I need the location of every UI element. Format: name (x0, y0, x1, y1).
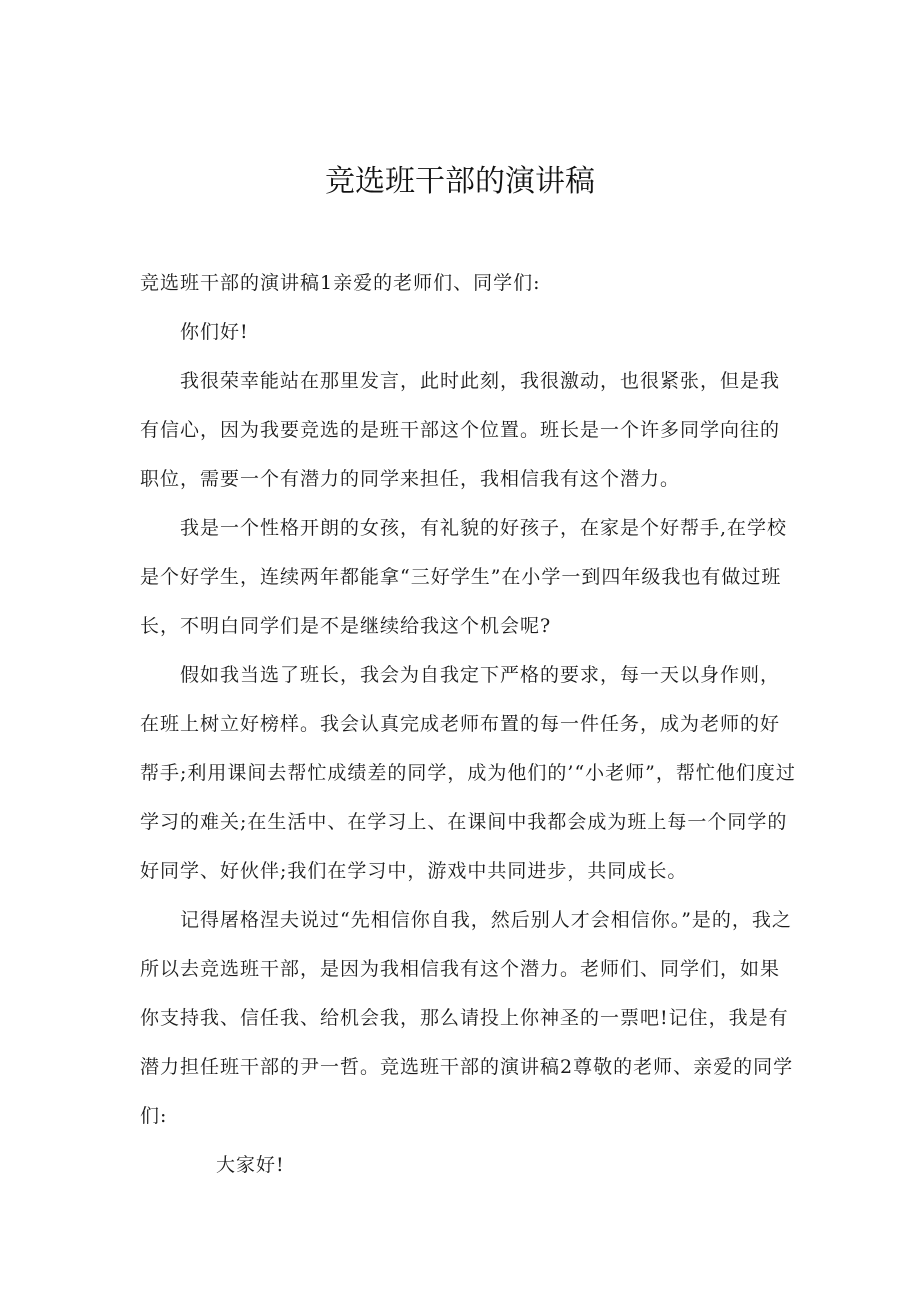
paragraph: 我很荣幸能站在那里发言，此时此刻，我很激动，也很紧张，但是我有信心，因为我要竞选的是班干部这个位置。班长是一个许多同学向往的职位，需要一个有潜力的同学来担任，我相信我有这个潜力。 (140, 370, 781, 490)
paragraph-intro: 竞选班干部的演讲稿1亲爱的老师们、同学们: (140, 272, 541, 294)
document-body (140, 259, 796, 1190)
paragraph: 我是一个性格开朗的女孩，有礼貌的好孩子，在家是个好帮手,在学校是个好学生，连续两年都能拿“三好学生”在小学一到四年级我也有做过班长，不明白同学们是不是继续给我这个机会呢? (140, 517, 788, 637)
paragraph-greeting-2: 大家好! (216, 1154, 285, 1176)
paragraph: 假如我当选了班长，我会为自我定下严格的要求，每一天以身作则，在班上树立好榜样。我会认真完成老师布置的每一件任务，成为老师的好帮手;利用课间去帮忙成绩差的同学，成为他们的’“小老师”，帮忙他们度过学习的难关;在生活中、在学习上、在课间中我都会成为班上每一个同学的好同学、好伙伴;我们在学习中，游戏中共同进步，共同成长。 (140, 664, 796, 882)
paragraph: 记得屠格涅夫说过“先相信你自我，然后别人才会相信你。”是的，我之所以去竞选班干部，是因为我相信我有这个潜力。老师们、同学们，如果你支持我、信任我、给机会我，那么请投上你神圣的一票吧!记住，我是有潜力担任班干部的尹一哲。竞选班干部的演讲稿2尊敬的老师、亲爱的同学们: (140, 909, 794, 1127)
paragraph-greeting: 你们好! (180, 321, 249, 343)
document-title: 竞选班干部的演讲稿 (325, 164, 595, 199)
